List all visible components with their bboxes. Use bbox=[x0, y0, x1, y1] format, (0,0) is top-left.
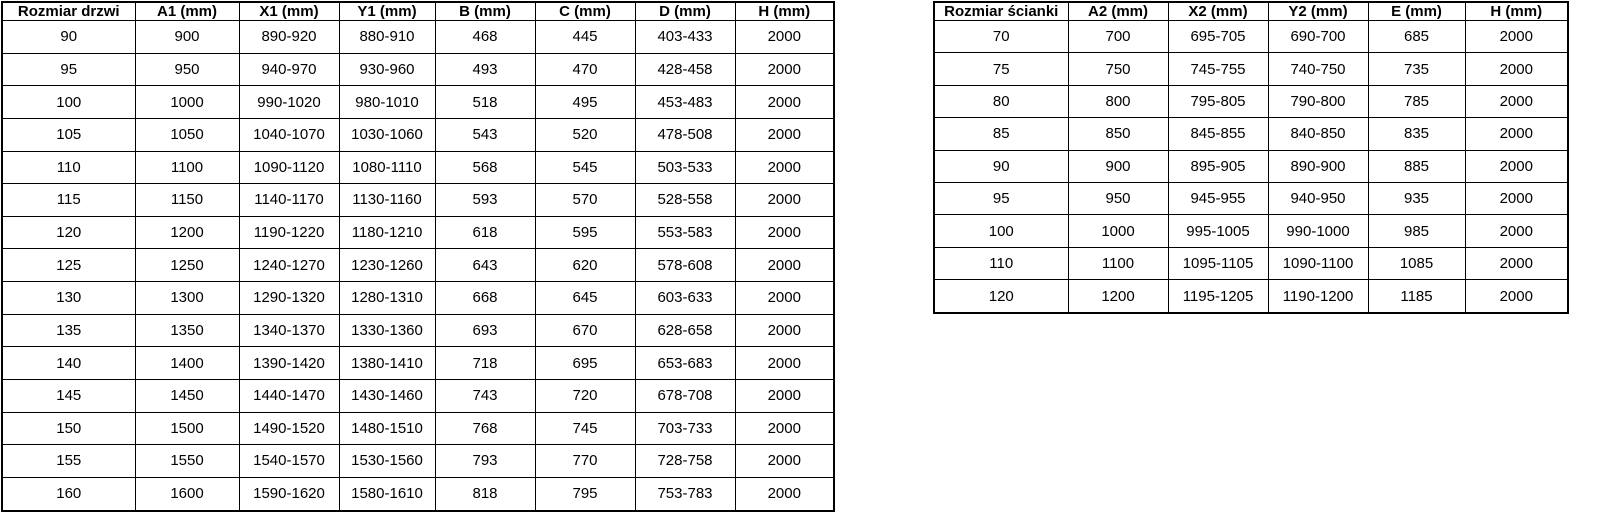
table-cell: 1190-1220 bbox=[239, 216, 339, 249]
table-cell: 695-705 bbox=[1168, 21, 1268, 53]
table-cell: 520 bbox=[535, 118, 635, 151]
table-cell: 125 bbox=[2, 249, 135, 282]
door-size-table bbox=[1, 1, 835, 512]
table-cell: 793 bbox=[435, 445, 535, 478]
table-cell: 1100 bbox=[135, 151, 239, 184]
column-header: X2 (mm) bbox=[1168, 2, 1268, 21]
table-cell: 2000 bbox=[735, 379, 834, 412]
table-cell: 75 bbox=[934, 53, 1068, 85]
table-cell: 795-805 bbox=[1168, 85, 1268, 117]
table-cell: 518 bbox=[435, 86, 535, 119]
table-cell: 1500 bbox=[135, 412, 239, 445]
table-cell: 890-900 bbox=[1268, 150, 1368, 182]
table-cell: 950 bbox=[1068, 182, 1168, 214]
table-cell: 1000 bbox=[135, 86, 239, 119]
table-cell: 785 bbox=[1368, 85, 1465, 117]
table-cell: 145 bbox=[2, 379, 135, 412]
table-row bbox=[934, 247, 1568, 279]
table-cell: 2000 bbox=[735, 151, 834, 184]
table-cell: 2000 bbox=[735, 53, 834, 86]
table-cell: 595 bbox=[535, 216, 635, 249]
table-row bbox=[2, 379, 834, 412]
table-cell: 670 bbox=[535, 314, 635, 347]
table-cell: 1250 bbox=[135, 249, 239, 282]
column-header: Rozmiar ścianki bbox=[934, 2, 1068, 21]
table-cell: 890-920 bbox=[239, 21, 339, 54]
table-cell: 1050 bbox=[135, 118, 239, 151]
table-cell: 403-433 bbox=[635, 21, 735, 54]
table-cell: 2000 bbox=[1465, 85, 1568, 117]
table-cell: 745-755 bbox=[1168, 53, 1268, 85]
table-row bbox=[2, 477, 834, 511]
table-row bbox=[934, 85, 1568, 117]
table-cell: 1095-1105 bbox=[1168, 247, 1268, 279]
column-header: Y1 (mm) bbox=[339, 2, 435, 21]
column-header: D (mm) bbox=[635, 2, 735, 21]
table-cell: 120 bbox=[934, 280, 1068, 313]
table-row bbox=[2, 314, 834, 347]
table-row bbox=[934, 21, 1568, 53]
table-cell: 1450 bbox=[135, 379, 239, 412]
table-cell: 2000 bbox=[1465, 280, 1568, 313]
table-cell: 160 bbox=[2, 477, 135, 511]
table-cell: 528-558 bbox=[635, 184, 735, 217]
table-cell: 110 bbox=[2, 151, 135, 184]
table-row bbox=[2, 412, 834, 445]
table-cell: 693 bbox=[435, 314, 535, 347]
table-cell: 1280-1310 bbox=[339, 282, 435, 315]
table-cell: 1330-1360 bbox=[339, 314, 435, 347]
table-cell: 880-910 bbox=[339, 21, 435, 54]
table-cell: 795 bbox=[535, 477, 635, 511]
table-cell: 80 bbox=[934, 85, 1068, 117]
table-cell: 900 bbox=[1068, 150, 1168, 182]
column-header: A1 (mm) bbox=[135, 2, 239, 21]
table-row bbox=[934, 150, 1568, 182]
table-cell: 1080-1110 bbox=[339, 151, 435, 184]
table-cell: 2000 bbox=[735, 86, 834, 119]
table-cell: 740-750 bbox=[1268, 53, 1368, 85]
table-cell: 728-758 bbox=[635, 445, 735, 478]
table-row bbox=[2, 53, 834, 86]
table-cell: 445 bbox=[535, 21, 635, 54]
table-cell: 2000 bbox=[1465, 21, 1568, 53]
table-cell: 120 bbox=[2, 216, 135, 249]
table-cell: 1085 bbox=[1368, 247, 1465, 279]
table-cell: 1490-1520 bbox=[239, 412, 339, 445]
table-cell: 950 bbox=[135, 53, 239, 86]
table-cell: 990-1020 bbox=[239, 86, 339, 119]
table-cell: 668 bbox=[435, 282, 535, 315]
table-cell: 940-950 bbox=[1268, 182, 1368, 214]
table-row bbox=[934, 53, 1568, 85]
table-cell: 1540-1570 bbox=[239, 445, 339, 478]
table-row bbox=[2, 184, 834, 217]
table-cell: 1290-1320 bbox=[239, 282, 339, 315]
table-cell: 735 bbox=[1368, 53, 1465, 85]
table-cell: 940-970 bbox=[239, 53, 339, 86]
table-row bbox=[2, 151, 834, 184]
column-header: X1 (mm) bbox=[239, 2, 339, 21]
table-cell: 2000 bbox=[735, 184, 834, 217]
table-row bbox=[2, 118, 834, 151]
wall-size-table bbox=[933, 1, 1569, 314]
table-cell: 1200 bbox=[135, 216, 239, 249]
table-cell: 1185 bbox=[1368, 280, 1465, 313]
table-row bbox=[2, 86, 834, 119]
table-cell: 945-955 bbox=[1168, 182, 1268, 214]
table-cell: 1200 bbox=[1068, 280, 1168, 313]
table-cell: 2000 bbox=[735, 21, 834, 54]
table-cell: 105 bbox=[2, 118, 135, 151]
table-cell: 1130-1160 bbox=[339, 184, 435, 217]
table-cell: 845-855 bbox=[1168, 118, 1268, 150]
table-cell: 603-633 bbox=[635, 282, 735, 315]
table-cell: 1600 bbox=[135, 477, 239, 511]
table-cell: 578-608 bbox=[635, 249, 735, 282]
table-cell: 545 bbox=[535, 151, 635, 184]
table-row bbox=[934, 280, 1568, 313]
door-table-body bbox=[2, 21, 834, 512]
table-cell: 95 bbox=[934, 182, 1068, 214]
table-cell: 1340-1370 bbox=[239, 314, 339, 347]
table-cell: 470 bbox=[535, 53, 635, 86]
table-cell: 643 bbox=[435, 249, 535, 282]
table-cell: 110 bbox=[934, 247, 1068, 279]
table-cell: 553-583 bbox=[635, 216, 735, 249]
table-cell: 930-960 bbox=[339, 53, 435, 86]
table-cell: 2000 bbox=[1465, 182, 1568, 214]
table-cell: 1530-1560 bbox=[339, 445, 435, 478]
table-cell: 743 bbox=[435, 379, 535, 412]
table-cell: 2000 bbox=[735, 118, 834, 151]
table-cell: 2000 bbox=[1465, 53, 1568, 85]
table-cell: 718 bbox=[435, 347, 535, 380]
table-cell: 1400 bbox=[135, 347, 239, 380]
table-cell: 700 bbox=[1068, 21, 1168, 53]
table-cell: 493 bbox=[435, 53, 535, 86]
table-cell: 1190-1200 bbox=[1268, 280, 1368, 313]
table-cell: 720 bbox=[535, 379, 635, 412]
table-cell: 1550 bbox=[135, 445, 239, 478]
table-cell: 840-850 bbox=[1268, 118, 1368, 150]
table-cell: 800 bbox=[1068, 85, 1168, 117]
table-cell: 1480-1510 bbox=[339, 412, 435, 445]
table-cell: 478-508 bbox=[635, 118, 735, 151]
table-cell: 85 bbox=[934, 118, 1068, 150]
table-cell: 2000 bbox=[735, 314, 834, 347]
wall-table-header-row bbox=[934, 2, 1568, 21]
table-cell: 690-700 bbox=[1268, 21, 1368, 53]
table-cell: 95 bbox=[2, 53, 135, 86]
column-header: H (mm) bbox=[735, 2, 834, 21]
table-row bbox=[934, 182, 1568, 214]
table-cell: 980-1010 bbox=[339, 86, 435, 119]
table-cell: 1195-1205 bbox=[1168, 280, 1268, 313]
table-cell: 155 bbox=[2, 445, 135, 478]
table-cell: 1030-1060 bbox=[339, 118, 435, 151]
table-cell: 790-800 bbox=[1268, 85, 1368, 117]
table-cell: 1350 bbox=[135, 314, 239, 347]
table-cell: 745 bbox=[535, 412, 635, 445]
table-cell: 1240-1270 bbox=[239, 249, 339, 282]
table-cell: 628-658 bbox=[635, 314, 735, 347]
table-cell: 1180-1210 bbox=[339, 216, 435, 249]
table-cell: 90 bbox=[2, 21, 135, 54]
table-cell: 568 bbox=[435, 151, 535, 184]
column-header: H (mm) bbox=[1465, 2, 1568, 21]
table-cell: 100 bbox=[934, 215, 1068, 247]
table-row bbox=[2, 249, 834, 282]
table-cell: 1090-1100 bbox=[1268, 247, 1368, 279]
table-cell: 1300 bbox=[135, 282, 239, 315]
table-cell: 618 bbox=[435, 216, 535, 249]
table-cell: 935 bbox=[1368, 182, 1465, 214]
table-cell: 1150 bbox=[135, 184, 239, 217]
table-cell: 1040-1070 bbox=[239, 118, 339, 151]
table-cell: 503-533 bbox=[635, 151, 735, 184]
table-cell: 1230-1260 bbox=[339, 249, 435, 282]
table-cell: 2000 bbox=[735, 216, 834, 249]
table-cell: 130 bbox=[2, 282, 135, 315]
table-cell: 985 bbox=[1368, 215, 1465, 247]
table-cell: 895-905 bbox=[1168, 150, 1268, 182]
wall-table-body bbox=[934, 21, 1568, 314]
table-cell: 695 bbox=[535, 347, 635, 380]
table-cell: 453-483 bbox=[635, 86, 735, 119]
table-row bbox=[2, 445, 834, 478]
table-row bbox=[2, 216, 834, 249]
table-cell: 2000 bbox=[735, 477, 834, 511]
table-cell: 1000 bbox=[1068, 215, 1168, 247]
column-header: Rozmiar drzwi bbox=[2, 2, 135, 21]
table-cell: 2000 bbox=[735, 412, 834, 445]
table-cell: 2000 bbox=[735, 445, 834, 478]
table-cell: 703-733 bbox=[635, 412, 735, 445]
table-cell: 995-1005 bbox=[1168, 215, 1268, 247]
door-table-header-row bbox=[2, 2, 834, 21]
table-row bbox=[934, 118, 1568, 150]
table-cell: 593 bbox=[435, 184, 535, 217]
table-cell: 150 bbox=[2, 412, 135, 445]
table-cell: 653-683 bbox=[635, 347, 735, 380]
table-cell: 1140-1170 bbox=[239, 184, 339, 217]
column-header: E (mm) bbox=[1368, 2, 1465, 21]
table-cell: 100 bbox=[2, 86, 135, 119]
table-row bbox=[934, 215, 1568, 247]
table-cell: 678-708 bbox=[635, 379, 735, 412]
table-cell: 1430-1460 bbox=[339, 379, 435, 412]
table-cell: 2000 bbox=[735, 249, 834, 282]
table-cell: 2000 bbox=[1465, 118, 1568, 150]
table-cell: 2000 bbox=[1465, 150, 1568, 182]
table-row bbox=[2, 21, 834, 54]
column-header: B (mm) bbox=[435, 2, 535, 21]
table-cell: 620 bbox=[535, 249, 635, 282]
table-cell: 885 bbox=[1368, 150, 1465, 182]
table-cell: 70 bbox=[934, 21, 1068, 53]
table-cell: 468 bbox=[435, 21, 535, 54]
table-cell: 750 bbox=[1068, 53, 1168, 85]
table-row bbox=[2, 347, 834, 380]
table-cell: 2000 bbox=[735, 282, 834, 315]
table-cell: 1100 bbox=[1068, 247, 1168, 279]
table-cell: 570 bbox=[535, 184, 635, 217]
table-cell: 835 bbox=[1368, 118, 1465, 150]
table-cell: 818 bbox=[435, 477, 535, 511]
table-cell: 495 bbox=[535, 86, 635, 119]
table-cell: 685 bbox=[1368, 21, 1465, 53]
table-cell: 135 bbox=[2, 314, 135, 347]
column-header: A2 (mm) bbox=[1068, 2, 1168, 21]
table-cell: 770 bbox=[535, 445, 635, 478]
column-header: Y2 (mm) bbox=[1268, 2, 1368, 21]
table-cell: 428-458 bbox=[635, 53, 735, 86]
table-cell: 1580-1610 bbox=[339, 477, 435, 511]
table-cell: 645 bbox=[535, 282, 635, 315]
table-cell: 2000 bbox=[1465, 247, 1568, 279]
table-cell: 1440-1470 bbox=[239, 379, 339, 412]
table-cell: 140 bbox=[2, 347, 135, 380]
table-row bbox=[2, 282, 834, 315]
table-cell: 1390-1420 bbox=[239, 347, 339, 380]
table-cell: 1090-1120 bbox=[239, 151, 339, 184]
table-cell: 543 bbox=[435, 118, 535, 151]
table-cell: 90 bbox=[934, 150, 1068, 182]
table-cell: 115 bbox=[2, 184, 135, 217]
column-header: C (mm) bbox=[535, 2, 635, 21]
table-cell: 753-783 bbox=[635, 477, 735, 511]
table-cell: 900 bbox=[135, 21, 239, 54]
table-cell: 2000 bbox=[1465, 215, 1568, 247]
table-cell: 768 bbox=[435, 412, 535, 445]
table-cell: 850 bbox=[1068, 118, 1168, 150]
table-cell: 1380-1410 bbox=[339, 347, 435, 380]
table-cell: 1590-1620 bbox=[239, 477, 339, 511]
table-cell: 990-1000 bbox=[1268, 215, 1368, 247]
table-cell: 2000 bbox=[735, 347, 834, 380]
